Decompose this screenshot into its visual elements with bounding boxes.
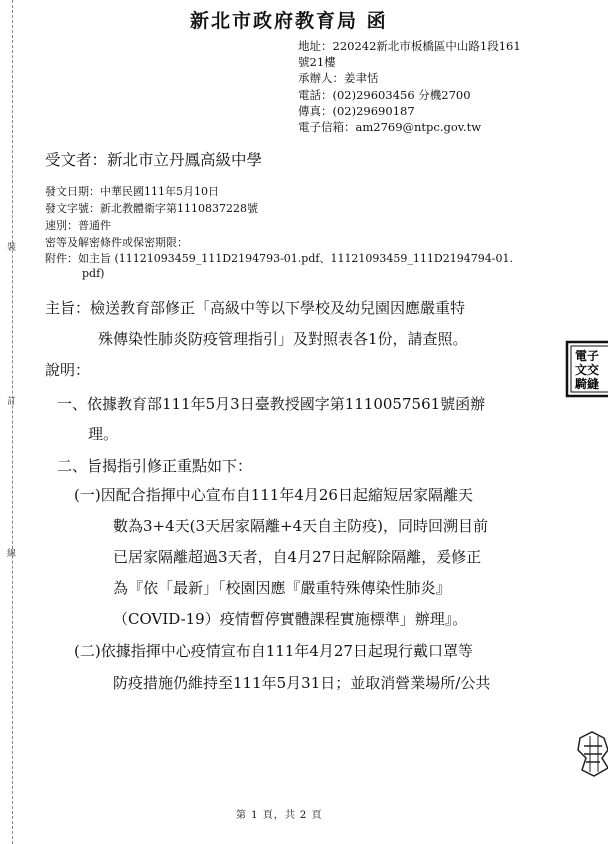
document-title: 新北市政府教育局 函 bbox=[190, 10, 388, 32]
secrecy-level: 密等及解密條件或保密期限： bbox=[45, 236, 188, 249]
margin-mark-bind: 裝 bbox=[7, 243, 17, 253]
margin-mark-staple: 訂 bbox=[7, 397, 17, 407]
handler: 承辦人：姜聿恬 bbox=[298, 71, 379, 85]
subject-line-1: 主旨：檢送教育部修正「高級中等以下學校及幼兒園因應嚴重特 bbox=[45, 299, 466, 317]
stamp-text-4: 騎縫 bbox=[575, 377, 600, 391]
address-line-2: 號21樓 bbox=[298, 55, 336, 69]
phone: 電話：(02)29603456 分機2700 bbox=[298, 88, 471, 102]
stamp-text-2: 文交 bbox=[575, 363, 600, 377]
sub-item-2-line-1: (二)依據指揮中心疫情宣布自111年4月27日起現行戴口罩等 bbox=[74, 642, 473, 660]
attachment-line-2: pdf) bbox=[82, 267, 105, 280]
stamp-text-1: 電子 bbox=[575, 349, 600, 363]
item-2: 二、旨揭指引修正重點如下： bbox=[57, 457, 253, 475]
binding-line bbox=[12, 0, 13, 844]
sub-item-1-line-5: （COVID-19）疫情暫停實體課程實施標準」辦理』。 bbox=[113, 610, 468, 628]
item-1-line-2: 理。 bbox=[88, 425, 119, 443]
delivery-speed: 速別：普通件 bbox=[45, 219, 111, 232]
sub-item-1-line-1: (一)因配合指揮中心宣布自111年4月26日起縮短居家隔離天 bbox=[74, 486, 473, 504]
email: 電子信箱：am2769@ntpc.gov.tw bbox=[298, 120, 482, 134]
subject-line-2: 殊傳染性肺炎防疫管理指引」及對照表各1份，請查照。 bbox=[98, 330, 468, 348]
sub-item-2-line-2: 防疫措施仍維持至111年5月31日；並取消營業場所/公共 bbox=[113, 674, 491, 692]
sub-item-1-line-3: 已居家隔離超過3天者，自4月27日起解除隔離，爰修正 bbox=[113, 548, 482, 566]
decorative-seal-icon bbox=[574, 728, 608, 780]
sub-item-1-line-4: 為『依「最新」「校園因應『嚴重特殊傳染性肺炎』 bbox=[113, 579, 451, 597]
item-1-line-1: 一、依據教育部111年5月3日臺教授國字第1110057561號函辦 bbox=[57, 395, 486, 413]
sub-item-1-line-2: 數為3+4天(3天居家隔離+4天自主防疫)，同時回溯目前 bbox=[113, 517, 489, 535]
recipient: 受文者：新北市立丹鳳高級中學 bbox=[45, 151, 263, 169]
explanation-label: 說明： bbox=[45, 361, 91, 379]
address-line-1: 地址：220242新北市板橋區中山路1段161 bbox=[298, 39, 521, 53]
issue-number: 發文字號：新北教體衛字第1110837228號 bbox=[45, 202, 258, 215]
attachment-line-1: 附件：如主旨 (11121093459_111D2194793-01.pdf、11121093459_111D2194794-01. bbox=[45, 252, 513, 265]
electronic-exchange-stamp bbox=[565, 340, 608, 398]
margin-mark-line: 線 bbox=[7, 549, 17, 559]
page-footer: 第 1 頁，共 2 頁 bbox=[236, 810, 323, 821]
fax: 傳真：(02)29690187 bbox=[298, 104, 415, 118]
issue-date: 發文日期：中華民國111年5月10日 bbox=[45, 185, 219, 198]
